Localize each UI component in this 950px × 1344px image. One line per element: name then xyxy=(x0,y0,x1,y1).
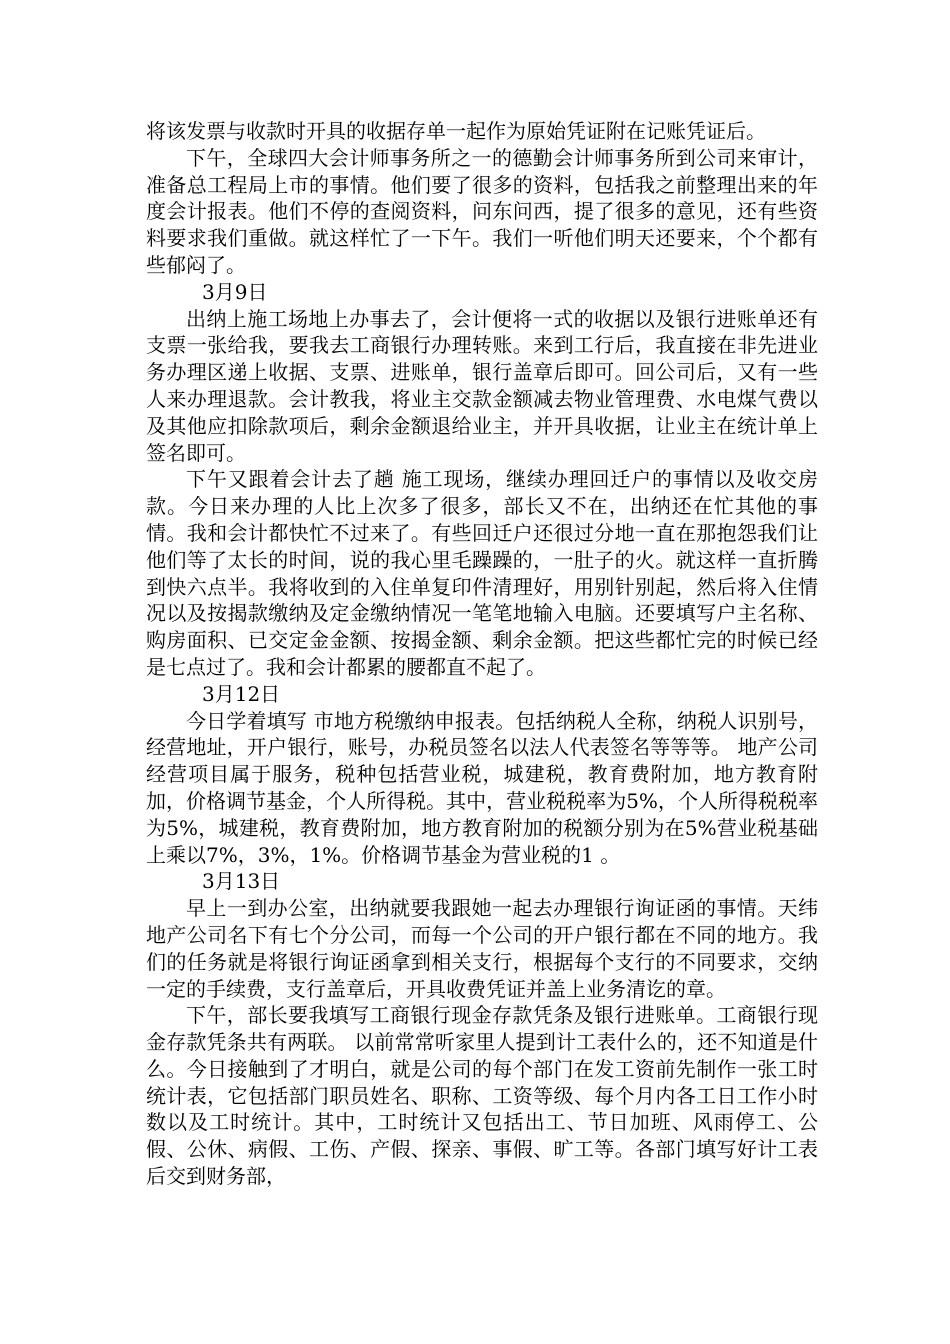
paragraph: 下午又跟着会计去了趟 施工现场，继续办理回迁户的事情以及收交房款。今日来办理的人比上次多了很多，部长又不在，出纳还在忙其他的事情。我和会计都快忙不过来了。有些回迁户还很过分地一直在那抱怨我们让他们等了太长的时间，说的我心里毛躁躁的，一肚子的火。就这样一直折腾到快六点半。我将收到的入住单复印件清理好，用别针别起，然后将入住情况以及按揭款缴纳及定金缴纳情况一笔笔地输入电脑。还要填写户主名称、购房面积、已交定金金额、按揭金额、剩余金额。把这些都忙完的时候已经是七点过了。我和会计都累的腰都直不起了。 xyxy=(146,467,818,679)
date-heading: 3月9日 xyxy=(202,279,268,304)
date-heading: 3月13日 xyxy=(202,869,281,894)
paragraph: 今日学着填写 市地方税缴纳申报表。包括纳税人全称，纳税人识别号，经营地址，开户银行，账号，办税员签名以法人代表签名等等等。 地产公司经营项目属于服务，税种包括营业税，城建税，教育费附加，地方教育附加，价格调节基金，个人所得税。其中，营业税税率为5%，个人所得税税率为5%，城建税，教育费附加，地方教育附加的税额分别为在5%营业税基础上乘以7%，3%，1%。价格调节基金为营业税的1 。 xyxy=(146,708,818,867)
paragraph: 将该发票与收款时开具的收据存单一起作为原始凭证附在记账凭证后。 xyxy=(146,119,766,143)
document-page xyxy=(146,118,818,1190)
date-heading: 3月12日 xyxy=(202,681,281,706)
paragraph: 下午，全球四大会计师事务所之一的德勤会计师事务所到公司来审计，准备总工程局上市的事情。他们要了很多的资料，包括我之前整理出来的年度会计报表。他们不停的查阅资料，问东问西，提了很多的意见，还有些资料要求我们重做。就这样忙了一下午。我们一听他们明天还要来，个个都有些郁闷了。 xyxy=(146,145,818,277)
paragraph: 出纳上施工场地上办事去了，会计便将一式的收据以及银行进账单还有支票一张给我，要我去工商银行办理转账。来到工行后，我直接在非先进业务办理区递上收据、支票、进账单，银行盖章后即可。回公司后，又有一些人来办理退款。会计教我，将业主交款金额减去物业管理费、水电煤气费以及其他应扣除款项后，剩余金额退给业主，并开具收据，让业主在统计单上签名即可。 xyxy=(146,306,818,465)
paragraph: 下午，部长要我填写工商银行现金存款凭条及银行进账单。工商银行现金存款凭条共有两联。 以前常常听家里人提到计工表什么的，还不知道是什么。今日接触到了才明白，就是公司的每个部门在发工资前先制作一张工时统计表，它包括部门职员姓名、职称、工资等级、每个月内各工日工作小时数以及工时统计。其中，工时统计又包括出工、节日加班、风雨停工、公假、公休、病假、工伤、产假、探亲、事假、旷工等。各部门填写好计工表后交到财务部， xyxy=(146,1003,818,1189)
paragraph: 早上一到办公室，出纳就要我跟她一起去办理银行询证函的事情。天纬地产公司名下有七个分公司，而每一个公司的开户银行都在不同的地方。我们的任务就是将银行询证函拿到相关支行，根据每个支行的不同要求，交纳一定的手续费，支行盖章后，开具收费凭证并盖上业务清讫的章。 xyxy=(146,896,818,1001)
